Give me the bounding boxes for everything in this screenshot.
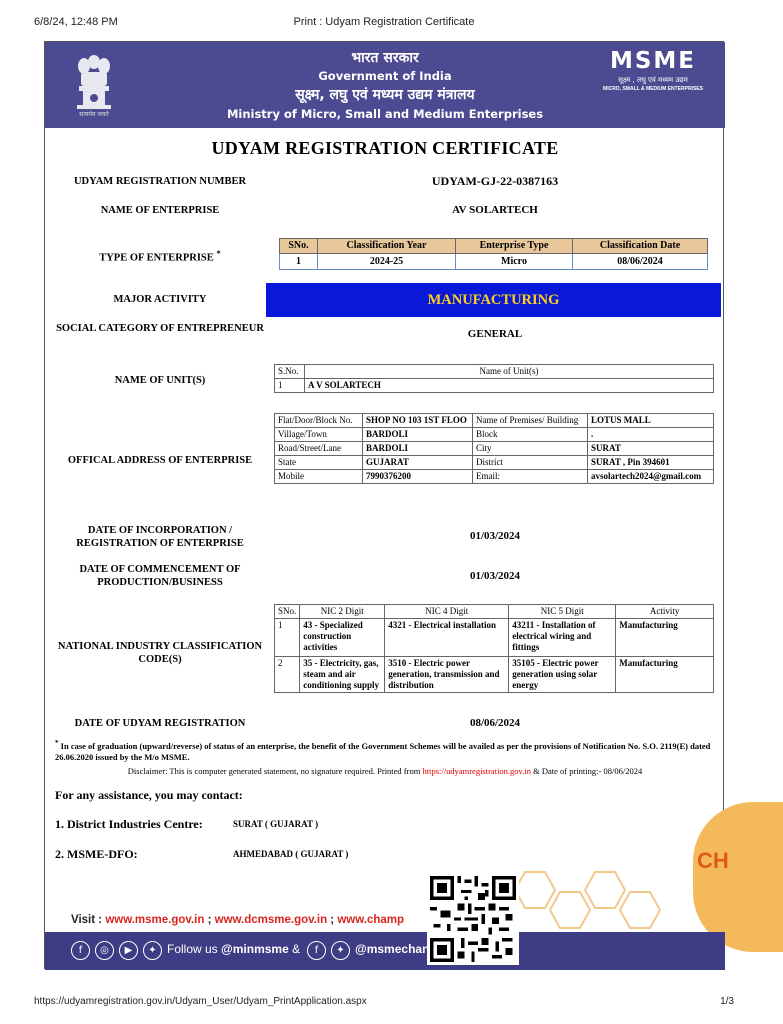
- type-col-header: Classification Year: [318, 239, 456, 254]
- reg-number-label: UDYAM REGISTRATION NUMBER: [73, 176, 247, 187]
- follow-amp: &: [292, 942, 301, 956]
- certificate: [44, 41, 729, 969]
- udyam-date-label: DATE OF UDYAM REGISTRATION: [74, 718, 246, 729]
- address-value: GUJARAT: [363, 456, 473, 470]
- address-key: State: [275, 456, 363, 470]
- follow-label: Follow us: [167, 942, 218, 956]
- type-col-header: SNo.: [280, 239, 318, 254]
- units-label: NAME OF UNIT(S): [114, 375, 206, 386]
- footnote: [55, 738, 719, 763]
- address-key: Mobile: [275, 470, 363, 484]
- udyam-date-value: 08/06/2024: [469, 717, 521, 729]
- visit-label: Visit :: [71, 914, 103, 926]
- print-datetime: 6/8/24, 12:48 PM: [34, 16, 118, 28]
- nic-cell: 43211 - Installation of electrical wiring and fittings: [509, 619, 616, 657]
- type-cell: 1: [280, 254, 318, 270]
- msme-logo-english: MICRO, SMALL & MEDIUM ENTERPRISES: [603, 86, 703, 92]
- hindi-gov: भारत सरकार: [351, 50, 419, 66]
- nic-cell: 1: [275, 619, 300, 657]
- twitter-icon[interactable]: ✦: [143, 941, 162, 960]
- type-cell: 08/06/2024: [573, 254, 708, 270]
- address-key: District: [473, 456, 588, 470]
- address-key: Name of Premises/ Building: [473, 414, 588, 428]
- incorporation-label: DATE OF INCORPORATION / REGISTRATION OF ENTERPRISE: [76, 525, 244, 549]
- address-key: Flat/Door/Block No.: [275, 414, 363, 428]
- social-category-value: GENERAL: [467, 328, 523, 340]
- address-value: SHOP NO 103 1ST FLOO: [363, 414, 473, 428]
- twitter-icon[interactable]: ✦: [331, 941, 350, 960]
- address-key: Village/Town: [275, 428, 363, 442]
- footnote-text: In case of graduation (upward/reverse) of status of an enterprise, the benefit of the Government Schemes will be availed as per the provisions of Notification No. S.O. 2119(E) dated 26.06.2020 issued by the M/o MSME.: [55, 740, 711, 762]
- address-key: City: [473, 442, 588, 456]
- nic-col-header: Activity: [616, 605, 714, 619]
- units-cell: 1: [275, 379, 305, 393]
- footnote-marker: *: [55, 739, 59, 747]
- dfo-label: 2. MSME-DFO:: [55, 847, 138, 861]
- print-url: https://udyamregistration.gov.in/Udyam_User/Udyam_PrintApplication.aspx: [34, 996, 367, 1007]
- nic-cell: 35 - Electricity, gas, steam and air conditioning supply: [300, 657, 385, 693]
- address-value: BARDOLI: [363, 428, 473, 442]
- facebook-icon[interactable]: f: [307, 941, 326, 960]
- disclaimer-link[interactable]: https://udyamregistration.gov.in: [422, 766, 531, 776]
- handle-msmechampions[interactable]: @msmechan: [355, 942, 430, 956]
- type-cell: 2024-25: [318, 254, 456, 270]
- incorporation-value: 01/03/2024: [469, 530, 521, 542]
- address-key: Block: [473, 428, 588, 442]
- type-col-header: Classification Date: [573, 239, 708, 254]
- dfo-value: AHMEDABAD ( GUJARAT ): [233, 849, 349, 859]
- nic-col-header: NIC 2 Digit: [300, 605, 385, 619]
- units-table: [274, 364, 714, 393]
- address-value: 7990376200: [363, 470, 473, 484]
- address-value: LOTUS MALL: [588, 414, 714, 428]
- nic-col-header: NIC 4 Digit: [385, 605, 509, 619]
- print-page-number: 1/3: [720, 996, 734, 1007]
- address-value: avsolartech2024@gmail.com: [588, 470, 714, 484]
- enterprise-name-label: NAME OF ENTERPRISE: [100, 205, 220, 216]
- nic-cell: 2: [275, 657, 300, 693]
- dic-label: 1. District Industries Centre:: [55, 817, 203, 831]
- site-link-dcmsme[interactable]: www.dcmsme.gov.in: [214, 914, 328, 926]
- msme-logo-word: MSME: [609, 48, 697, 74]
- nic-cell: 3510 - Electric power generation, transmission and distribution: [385, 657, 509, 693]
- social-bar: [45, 932, 725, 970]
- instagram-icon[interactable]: ◎: [95, 941, 114, 960]
- units-col-header: Name of Unit(s): [305, 365, 714, 379]
- units-cell: A V SOLARTECH: [305, 379, 714, 393]
- address-value: .: [588, 428, 714, 442]
- site-separator: ;: [207, 914, 212, 926]
- commencement-value: 01/03/2024: [469, 570, 521, 582]
- nic-col-header: NIC 5 Digit: [509, 605, 616, 619]
- address-key: Road/Street/Lane: [275, 442, 363, 456]
- enterprise-type-label: TYPE OF ENTERPRISE *: [99, 248, 221, 264]
- site-separator: ;: [330, 914, 335, 926]
- site-link-msme[interactable]: www.msme.gov.in: [105, 914, 205, 926]
- follow-text: [167, 942, 300, 956]
- nic-cell: 35105 - Electric power generation using solar energy: [509, 657, 616, 693]
- handle-minmsme[interactable]: @minmsme: [221, 942, 289, 956]
- emblem-caption: सत्यमेव जयते: [79, 111, 109, 118]
- hindi-ministry: सूक्ष्म, लघु एवं मध्यम उद्यम मंत्रालय: [295, 87, 475, 103]
- site-link-champions[interactable]: www.champ: [337, 914, 405, 926]
- disclaimer: [45, 766, 725, 777]
- address-key: Email:: [473, 470, 588, 484]
- social-category-label: SOCIAL CATEGORY OF ENTREPRENEUR: [56, 323, 264, 334]
- major-activity-label: MAJOR ACTIVITY: [113, 294, 207, 305]
- address-label: OFFICAL ADDRESS OF ENTERPRISE: [67, 455, 253, 466]
- enterprise-name-value: AV SOLARTECH: [452, 204, 538, 216]
- gov-title-block: [195, 48, 575, 122]
- enterprise-type-table: [279, 238, 708, 270]
- reg-number-value: UDYAM-GJ-22-0387163: [431, 174, 559, 188]
- assistance-heading: For any assistance, you may contact:: [55, 788, 243, 802]
- nic-label: NATIONAL INDUSTRY CLASSIFICATION CODE(S): [57, 641, 263, 665]
- type-cell: Micro: [456, 254, 573, 270]
- commencement-label: DATE OF COMMENCEMENT OF PRODUCTION/BUSINESS: [79, 564, 241, 588]
- address-value: SURAT , Pin 394601: [588, 456, 714, 470]
- youtube-icon[interactable]: ▶: [119, 941, 138, 960]
- type-marker: *: [216, 248, 221, 258]
- major-activity-value: MANUFACTURING: [266, 283, 721, 317]
- english-ministry: Ministry of Micro, Small and Medium Enterprises: [226, 107, 544, 121]
- dic-value: SURAT ( GUJARAT ): [233, 819, 319, 829]
- qr-code: [427, 873, 519, 965]
- units-col-header: S.No.: [275, 365, 305, 379]
- nic-cell: 4321 - Electrical installation: [385, 619, 509, 657]
- print-page-title: Print : Udyam Registration Certificate: [293, 16, 475, 28]
- msme-logo-hindi: सूक्ष्म , लघु एवं मध्यम उद्यम: [618, 76, 688, 84]
- national-emblem-icon: [73, 52, 115, 118]
- address-value: BARDOLI: [363, 442, 473, 456]
- nic-cell: Manufacturing: [616, 619, 714, 657]
- visit-line: [71, 914, 404, 926]
- nic-table: [274, 604, 714, 693]
- type-col-header: Enterprise Type: [456, 239, 573, 254]
- certificate-title: UDYAM REGISTRATION CERTIFICATE: [211, 138, 559, 158]
- disclaimer-suffix: & Date of printing:- 08/06/2024: [533, 766, 643, 776]
- msme-logo: [601, 48, 705, 100]
- english-gov: Government of India: [318, 69, 452, 83]
- nic-col-header: SNo.: [275, 605, 300, 619]
- champions-corner-text: CH: [697, 848, 729, 873]
- address-table: [274, 413, 714, 484]
- nic-cell: Manufacturing: [616, 657, 714, 693]
- gov-banner: [45, 42, 725, 128]
- facebook-icon[interactable]: f: [71, 941, 90, 960]
- disclaimer-prefix: Disclaimer: This is computer generated statement, no signature required. Printed from: [127, 766, 421, 776]
- nic-cell: 43 - Specialized construction activities: [300, 619, 385, 657]
- champions-decoration: [693, 802, 783, 952]
- address-value: SURAT: [588, 442, 714, 456]
